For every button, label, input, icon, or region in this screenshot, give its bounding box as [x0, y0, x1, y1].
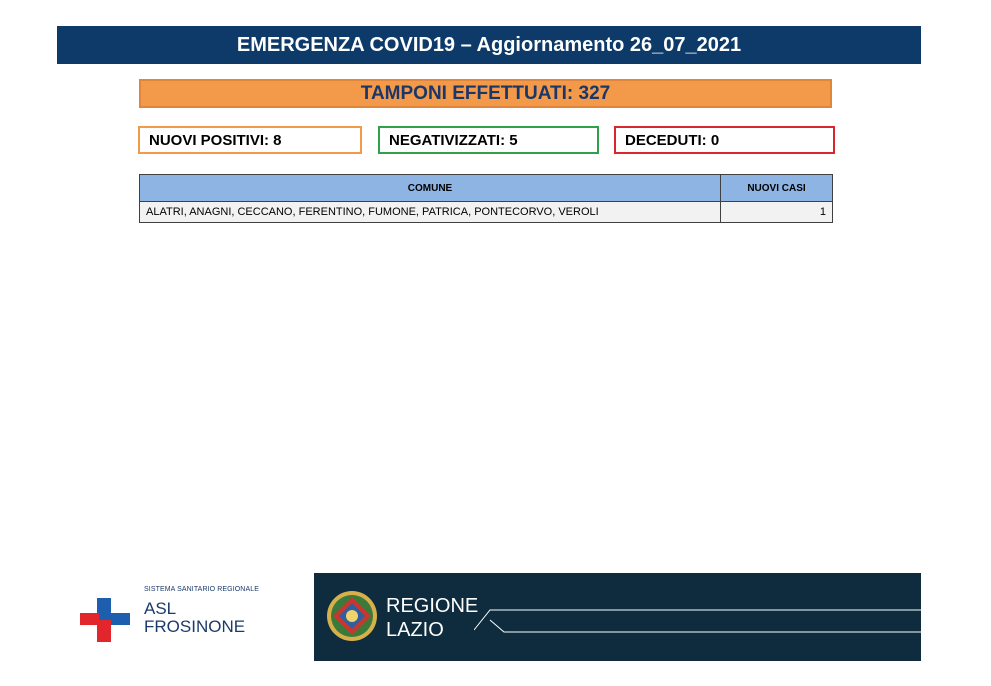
asl-name-line2: FROSINONE: [144, 617, 246, 636]
table-header-row: [140, 175, 833, 202]
column-header-nuovi-casi: NUOVI CASI: [721, 175, 833, 202]
deceduti-box: DECEDUTI: 0: [614, 126, 835, 154]
regione-decorative-lines: [474, 590, 921, 646]
regione-lazio-emblem-icon: [326, 589, 378, 644]
cases-table: [139, 174, 833, 223]
asl-name-line1: ASL: [144, 599, 177, 618]
page-title: EMERGENZA COVID19 – Aggiornamento 26_07_2021: [57, 26, 921, 64]
column-header-comune: COMUNE: [140, 175, 721, 202]
negativizzati-box: NEGATIVIZZATI: 5: [378, 126, 599, 154]
cell-comune: ALATRI, ANAGNI, CECCANO, FERENTINO, FUMONE, PATRICA, PONTECORVO, VEROLI: [140, 202, 721, 223]
tamponi-banner: TAMPONI EFFETTUATI: 327: [139, 79, 832, 108]
asl-subtitle: SISTEMA SANITARIO REGIONALE: [144, 586, 259, 593]
asl-name: [144, 600, 245, 636]
regione-line1: REGIONE: [386, 595, 479, 617]
table-row: [140, 202, 833, 223]
asl-cross-logo: [80, 598, 130, 642]
nuovi-positivi-box: NUOVI POSITIVI: 8: [138, 126, 362, 154]
regione-line2: LAZIO: [386, 619, 444, 641]
regione-lazio-banner: [314, 573, 921, 661]
cell-nuovi-casi: 1: [721, 202, 833, 223]
